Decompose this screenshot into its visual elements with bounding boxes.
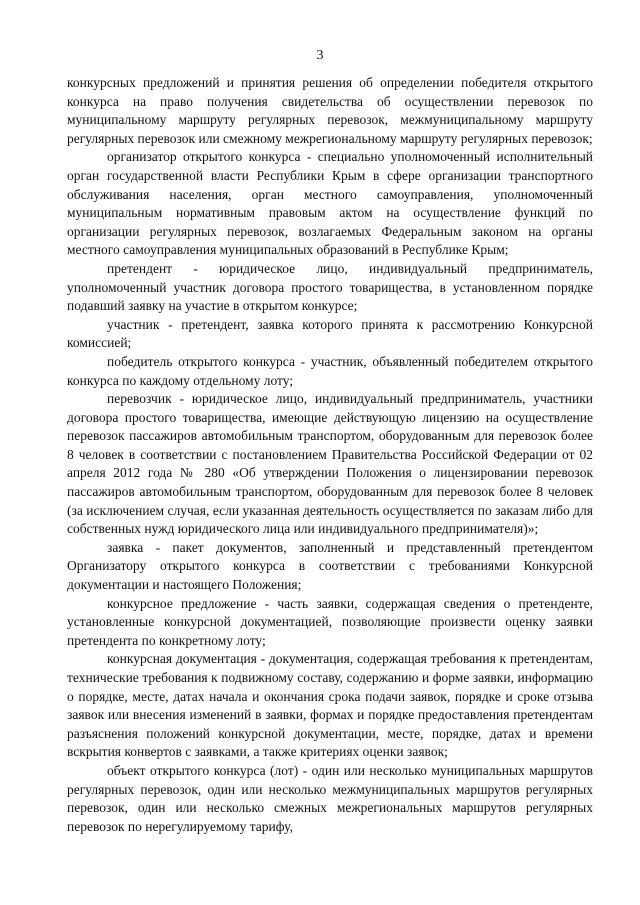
document-body — [67, 74, 593, 836]
paragraph-definition-application: заявка - пакет документов, заполненный и представленный претендентом Организатору открытого конкурса в соответствии с требованиями Конкурсной документации и настоящего Положения; — [67, 539, 593, 593]
paragraph-definition-applicant: претендент - юридическое лицо, индивидуальный предприниматель, уполномоченный участник договора простого товарищества, в установленном порядке подавший заявку на участие в открытом конкурсе; — [67, 260, 593, 314]
paragraph-definition-contest-object: объект открытого конкурса (лот) - один или несколько муниципальных маршрутов регулярных перевозок, один или несколько межмуниципальных маршрутов регулярных перевозок, один или несколько смежных межрегиональных маршрутов регулярных перевозок по нерегулируемому тарифу, — [67, 762, 593, 834]
paragraph-definition-winner: победитель открытого конкурса - участник, объявленный победителем открытого конкурса по каждому отдельному лоту; — [67, 353, 593, 388]
paragraph-definition-organizer: организатор открытого конкурса - специально уполномоченный исполнительный орган государственной власти Республики Крым в сфере организации транспортного обслуживания населения, орган местного самоуправления, уполномоченный муниципальным нормативным правовым актом на осуществление функций по организации регулярных перевозок, возлагаемых Федеральным законом на органы местного самоуправления муниципальных образований в Республике Крым; — [67, 149, 593, 258]
paragraph-definition-carrier: перевозчик - юридическое лицо, индивидуальный предприниматель, участники договора простого товарищества, имеющие действующую лицензию на осуществление перевозок пассажиров автомобильным транспортом, оборудованным для перевозок более 8 человек в соответствии с постановлением Правительства Российской Федерации от 02 апреля 2012 года № 280 «Об утверждении Положения о лицензировании перевозок пассажиров автомобильным транспортом, оборудованным для перевозок более 8 человек (за исключением случая, если указанная деятельность осуществляется по заказам либо для собственных нужд юридического лица или индивидуального предпринимателя)»; — [67, 391, 593, 537]
paragraph-definition-contest-proposal: конкурсное предложение - часть заявки, содержащая сведения о претенденте, установленные конкурсной документацией, позволяющие произвести оценку заявки претендента по конкретному лоту; — [67, 595, 593, 648]
paragraph-contest-proposals-continuation: конкурсных предложений и принятия решения об определении победителя открытого конкурса на право получения свидетельства об осуществлении перевозок по муниципальному маршруту регулярных перевозок, межмуниципальному маршруту регулярных перевозок или смежному межрегиональному маршруту регулярных перевозок; — [67, 75, 593, 146]
paragraph-definition-contest-documentation: конкурсная документация - документация, содержащая требования к претендентам, технические требования к подвижному составу, содержанию и форме заявки, информацию о порядке, месте, датах начала и окончания срока подачи заявок, порядке и сроке отзыва заявок или внесения изменений в заявки, формах и порядке предоставления претендентам разъяснения положений конкурсной документации, месте, порядке, датах и времени вскрытия конвертов с заявками, а также критериях оценки заявок; — [67, 651, 593, 760]
page-number: 3 — [316, 48, 324, 63]
paragraph-definition-participant: участник - претендент, заявка которого принята к рассмотрению Конкурсной комиссией; — [67, 316, 593, 351]
